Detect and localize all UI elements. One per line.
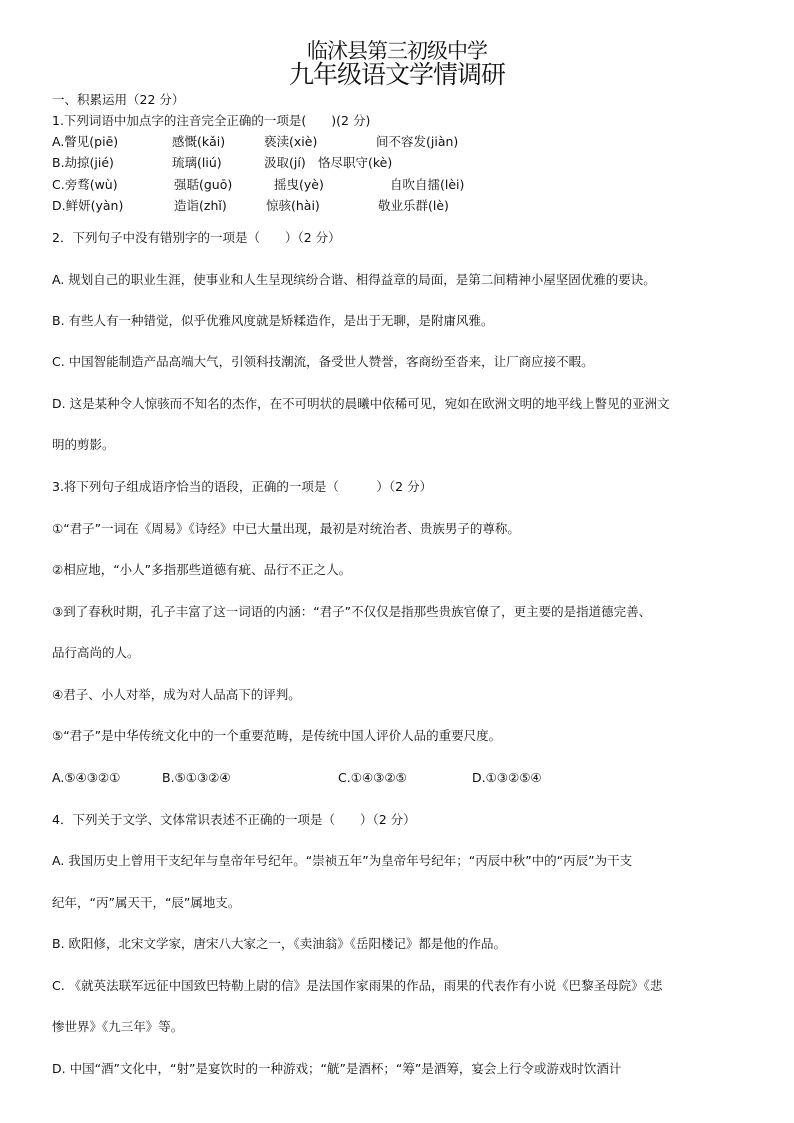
q3-sentence-3-line2: 品行高尚的人。 <box>52 645 140 660</box>
school-name: 临沭县第三初级中学 <box>307 39 487 63</box>
q2-option-c: C. 中国智能制造产品高端大气，引领科技潮流，备受世人赞誉，客商纷至沓来，让厂商应接不暇。 <box>52 354 594 369</box>
q1-a-word4: 间不容发(jiàn) <box>376 134 459 149</box>
q1-b-word1: B.劫掠(jié) <box>52 155 114 170</box>
q3-choice-a: A.⑤④③②① <box>52 770 121 785</box>
q2-option-d-line2: 明的剪影。 <box>52 437 115 452</box>
q1-c-word1: C.旁骛(wù) <box>52 177 118 192</box>
q3-choice-c: C.①④③②⑤ <box>338 770 407 785</box>
q3-sentence-3-line1: ③到了春秋时期，孔子丰富了这一词语的内涵：“君子”不仅仅是指那些贵族官僚了，更主要的是指道德完善、 <box>52 604 652 619</box>
q4-option-d-line1: D. 中国“酒”文化中，“射”是宴饮时的一种游戏；“觥”是酒杯；“筹”是酒筹，宴会上行令或游戏时饮酒计 <box>52 1061 622 1076</box>
q1-d-word4: 敬业乐群(lè) <box>378 198 449 213</box>
q3-choice-d: D.①③②⑤④ <box>472 770 542 785</box>
q1-b-word4: 恪尽职守(kè) <box>318 155 393 170</box>
q1-stem: 1.下列词语中加点字的注音完全正确的一项是( )(2 分) <box>52 113 371 128</box>
q1-a-word2: 感慨(kǎi) <box>172 134 226 149</box>
q2-stem: 2．下列句子中没有错别字的一项是（ ）（2 分） <box>52 230 341 245</box>
q2-option-b: B. 有些人有一种错觉，似乎优雅风度就是矫糅造作，是出于无聊，是附庸风雅。 <box>52 313 494 328</box>
q4-stem: 4．下列关于文学、文体常识表述不正确的一项是（ ）（2 分） <box>52 812 416 827</box>
q1-a-word1: A.瞥见(piē) <box>52 134 119 149</box>
q3-sentence-5: ⑤“君子”是中华传统文化中的一个重要范畴，是传统中国人评价人品的重要尺度。 <box>52 728 502 743</box>
q1-a-word3: 亵渎(xiè) <box>264 134 318 149</box>
section-heading: 一、积累运用（22 分） <box>52 92 185 107</box>
q2-option-d-line1: D. 这是某种令人惊骇而不知名的杰作，在不可明状的晨曦中依稀可见，宛如在欧洲文明的地平线上瞥见的亚洲文 <box>52 396 670 411</box>
q4-option-c-line2: 惨世界》《九三年》等。 <box>52 1019 184 1034</box>
q1-b-word2: 琉璃(liú) <box>172 155 222 170</box>
q3-sentence-2: ②相应地，“小人”多指那些道德有疵、品行不正之人。 <box>52 562 352 577</box>
q2-option-a: A. 规划自己的职业生涯，使事业和人生呈现缤纷合谐、相得益章的局面，是第二间精神小屋坚固优雅的要诀。 <box>52 272 656 287</box>
exam-title: 九年级语文学情调研 <box>288 60 505 89</box>
q3-sentence-4: ④君子、小人对举，成为对人品高下的评判。 <box>52 687 301 702</box>
q3-stem: 3.将下列句子组成语序恰当的语段，正确的一项是（ ）（2 分） <box>52 479 433 494</box>
q1-c-word2: 强聒(guō) <box>174 177 233 192</box>
q3-sentence-1: ①“君子”一词在《周易》《诗经》中已大量出现，最初是对统治者、贵族男子的尊称。 <box>52 521 520 536</box>
q4-option-a-line1: A. 我国历史上曾用干支纪年与皇帝年号纪年。“崇祯五年”为皇帝年号纪年；“丙辰中秋”中的“丙辰”为干支 <box>52 853 633 868</box>
q1-c-word3: 摇曳(yè) <box>274 177 324 192</box>
q1-d-word1: D.鲜妍(yàn) <box>52 198 124 213</box>
q1-c-word4: 自吹自擂(lèi) <box>390 177 465 192</box>
q1-b-word3: 汲取(jí) <box>264 155 306 170</box>
q4-option-c-line1: C. 《就英法联军远征中国致巴特勒上尉的信》是法国作家雨果的作品，雨果的代表作有小说《巴黎圣母院》《悲 <box>52 978 663 993</box>
q4-option-a-line2: 纪年，“丙”属天干，“辰”属地支。 <box>52 895 241 910</box>
q4-option-b: B. 欧阳修，北宋文学家，唐宋八大家之一，《卖油翁》《岳阳楼记》都是他的作品。 <box>52 936 507 951</box>
q3-choice-b: B.⑤①③②④ <box>162 770 231 785</box>
q1-d-word2: 造诣(zhǐ) <box>174 198 227 213</box>
q1-d-word3: 惊骇(hài) <box>266 198 320 213</box>
